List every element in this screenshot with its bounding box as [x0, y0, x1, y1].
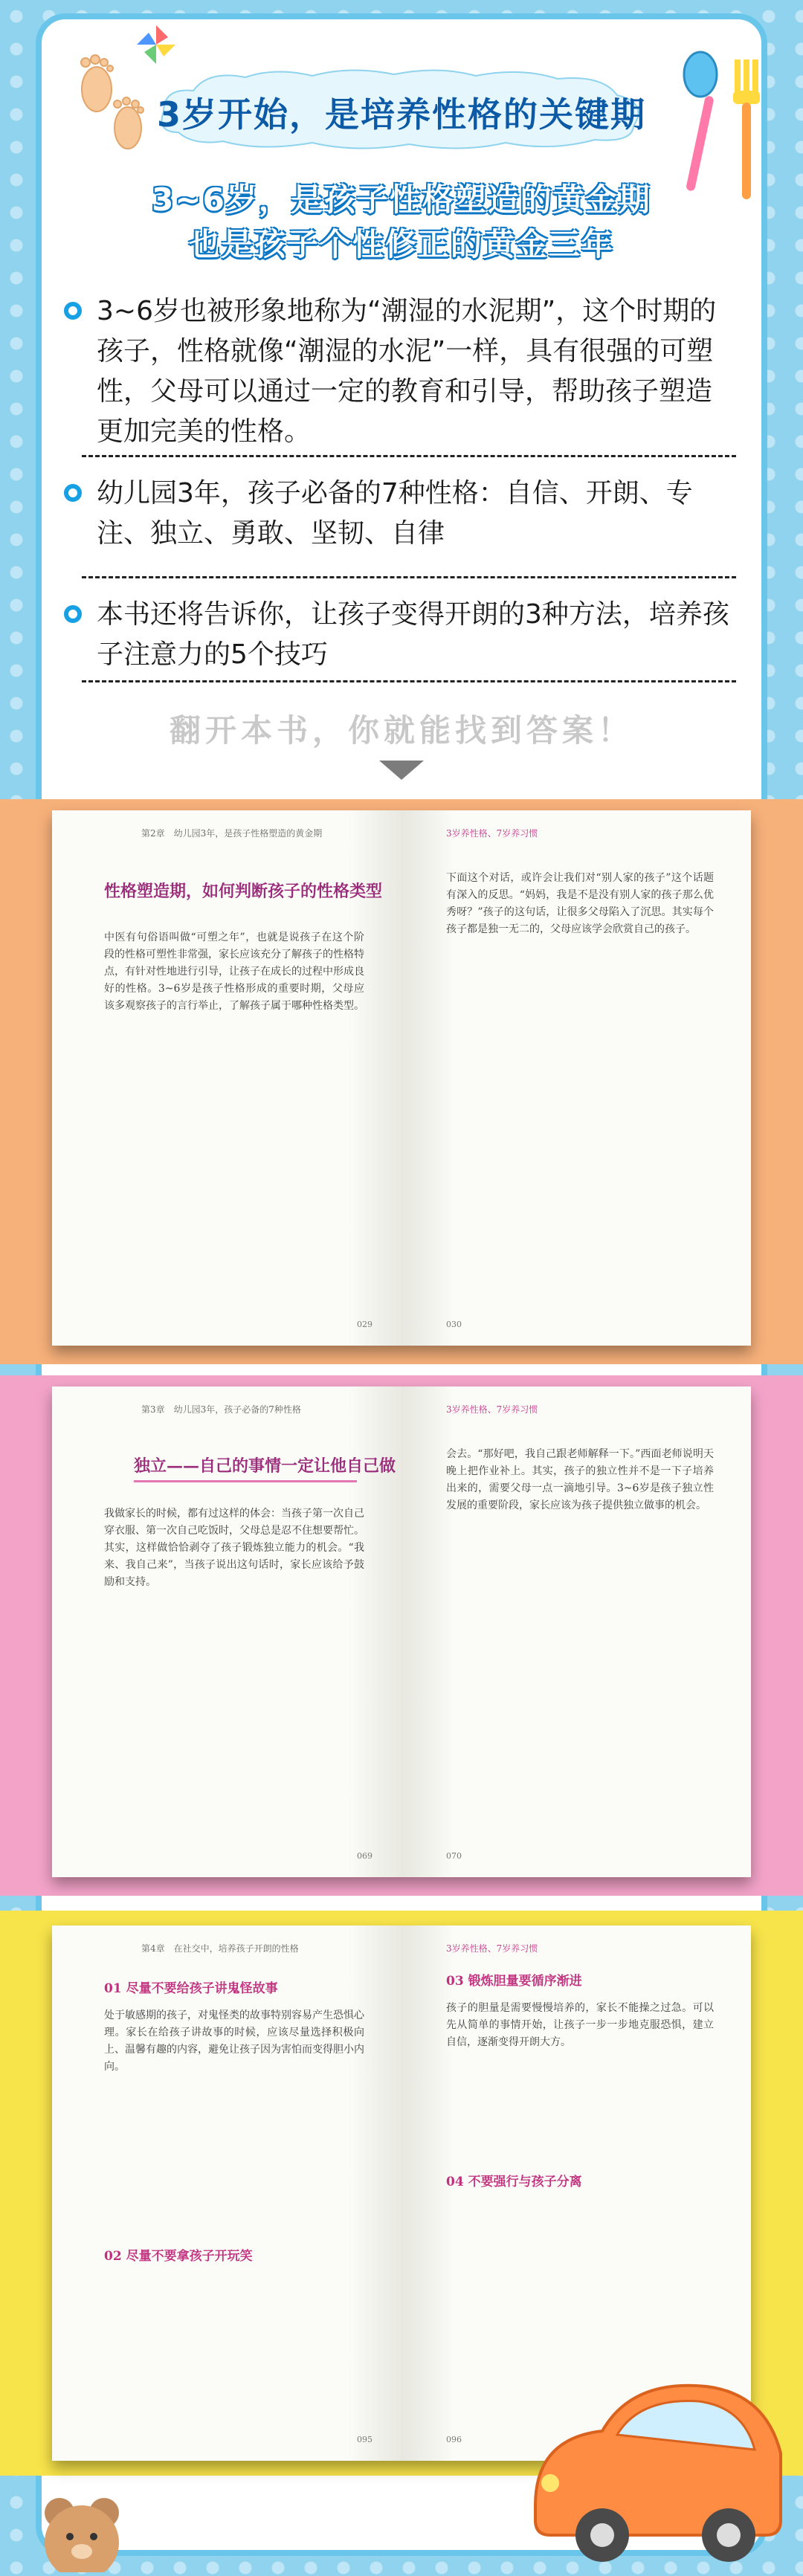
dashed-divider	[82, 455, 736, 457]
subsection-title: 02 尽量不要拿孩子开玩笑	[104, 2249, 253, 2264]
call-to-action: 翻开本书，你就能找到答案！	[169, 712, 633, 749]
main-headline: 3岁开始，是培养性格的关键期	[156, 94, 646, 135]
book-spread-1	[52, 810, 751, 1346]
bullet-item	[97, 595, 736, 675]
toy-car-icon	[520, 2357, 788, 2565]
running-head: 第3章 幼儿园3年，孩子必备的7种性格	[141, 1404, 301, 1415]
dashed-divider	[82, 576, 736, 578]
bullet-ring-icon	[64, 484, 82, 502]
page-number: 029	[357, 1320, 373, 1329]
bear-toy-icon	[22, 2483, 141, 2572]
page-number: 096	[446, 2435, 462, 2444]
body-text: 孩子的胆量是需要慢慢培养的，家长不能操之过急。可以先从简单的事情开始，让孩子一步一步地克服恐惧，建立自信，逐渐变得开朗大方。	[446, 2002, 714, 2048]
book-spread-2	[52, 1387, 751, 1877]
body-text: 处于敏感期的孩子，对鬼怪类的故事特别容易产生恐惧心理。家长在给孩子讲故事的时候，应该尽量选择积极向上、温馨有趣的内容，避免让孩子因为害怕而变得胆小内向。	[104, 2010, 364, 2073]
page-number: 070	[446, 1851, 462, 1861]
subsection-title: 04 不要强行与孩子分离	[446, 2175, 582, 2189]
page-number: 069	[357, 1851, 373, 1861]
running-head: 第4章 在社交中，培养孩子开朗的性格	[141, 1943, 299, 1954]
book-page-left	[52, 1387, 402, 1877]
book-page-left	[52, 1925, 402, 2461]
subheadline-1: 3~6岁，是孩子性格塑造的黄金期	[152, 181, 651, 218]
body-text: 中医有句俗语叫做“可塑之年”，也就是说孩子在这个阶段的性格可塑性非常强，家长应该充分了解孩子的性格特点，有针对性地进行引导，让孩子在成长的过程中形成良好的性格。3~6岁是孩子性格形成的重要时期，父母应该多观察孩子的言行举止，了解孩子属于哪种性格类型。	[104, 932, 364, 1012]
body-text: 会去。“那好吧，我自己跟老师解释一下。”西面老师说明天晚上把作业补上。其实，孩子的独立性并不是一下子培养出来的，需要父母一点一滴地引导。3~6岁是孩子独立性发展的重要阶段，家长应该为孩子提供独立做事的机会。	[446, 1448, 714, 1511]
body-text: 下面这个对话，或许会让我们对“别人家的孩子”这个话题有深入的反思。“妈妈，我是不是没有别人家的孩子那么优秀呀？”孩子的这句话，让很多父母陷入了沉思。其实每个孩子都是独一无二的，父母应该学会欣赏自己的孩子。	[446, 872, 714, 935]
running-head: 3岁养性格、7岁养习惯	[446, 828, 538, 839]
pinwheel-icon	[134, 22, 178, 67]
down-arrow-icon	[379, 761, 424, 780]
bullet-text: 3~6岁也被形象地称为“潮湿的水泥期”，这个时期的孩子，性格就像“潮湿的水泥”一样，具有很强的可塑性，父母可以通过一定的教育和引导，帮助孩子塑造更加完美的性格。	[97, 296, 717, 447]
subsection-title: 01 尽量不要给孩子讲鬼怪故事	[104, 1981, 278, 1996]
page-number: 095	[357, 2435, 373, 2444]
title-underline	[134, 1480, 357, 1482]
running-head: 3岁养性格、7岁养习惯	[446, 1404, 538, 1415]
page-number: 030	[446, 1320, 462, 1329]
bullet-text: 本书还将告诉你，让孩子变得开朗的3种方法，培养孩子注意力的5个技巧	[97, 599, 729, 670]
subheadline-2: 也是孩子个性修正的黄金三年	[188, 226, 614, 262]
book-page-right	[402, 810, 751, 1346]
section-title: 性格塑造期，如何判断孩子的性格类型	[104, 882, 383, 901]
bullet-item	[97, 291, 736, 452]
bullet-text: 幼儿园3年，孩子必备的7种性格：自信、开朗、专注、独立、勇敢、坚韧、自律	[97, 478, 693, 549]
dashed-divider	[82, 680, 736, 682]
bullet-ring-icon	[64, 302, 82, 320]
running-head: 3岁养性格、7岁养习惯	[446, 1943, 538, 1954]
bullet-item	[97, 474, 736, 554]
body-text: 我做家长的时候，都有过这样的体会：当孩子第一次自己穿衣服、第一次自己吃饭时，父母总是忍不住想要帮忙。其实，这样做恰恰剥夺了孩子锻炼独立能力的机会。“我来、我自己来”，当孩子说出这句话时，家长应该给予鼓励和支持。	[104, 1508, 364, 1588]
book-page-left	[52, 810, 402, 1346]
subsection-title: 03 锻炼胆量要循序渐进	[446, 1974, 582, 1989]
bullet-ring-icon	[64, 605, 82, 623]
section-title: 独立——自己的事情一定让他自己做	[134, 1456, 396, 1476]
book-page-right	[402, 1387, 751, 1877]
running-head: 第2章 幼儿园3年，是孩子性格塑造的黄金期	[141, 828, 323, 839]
